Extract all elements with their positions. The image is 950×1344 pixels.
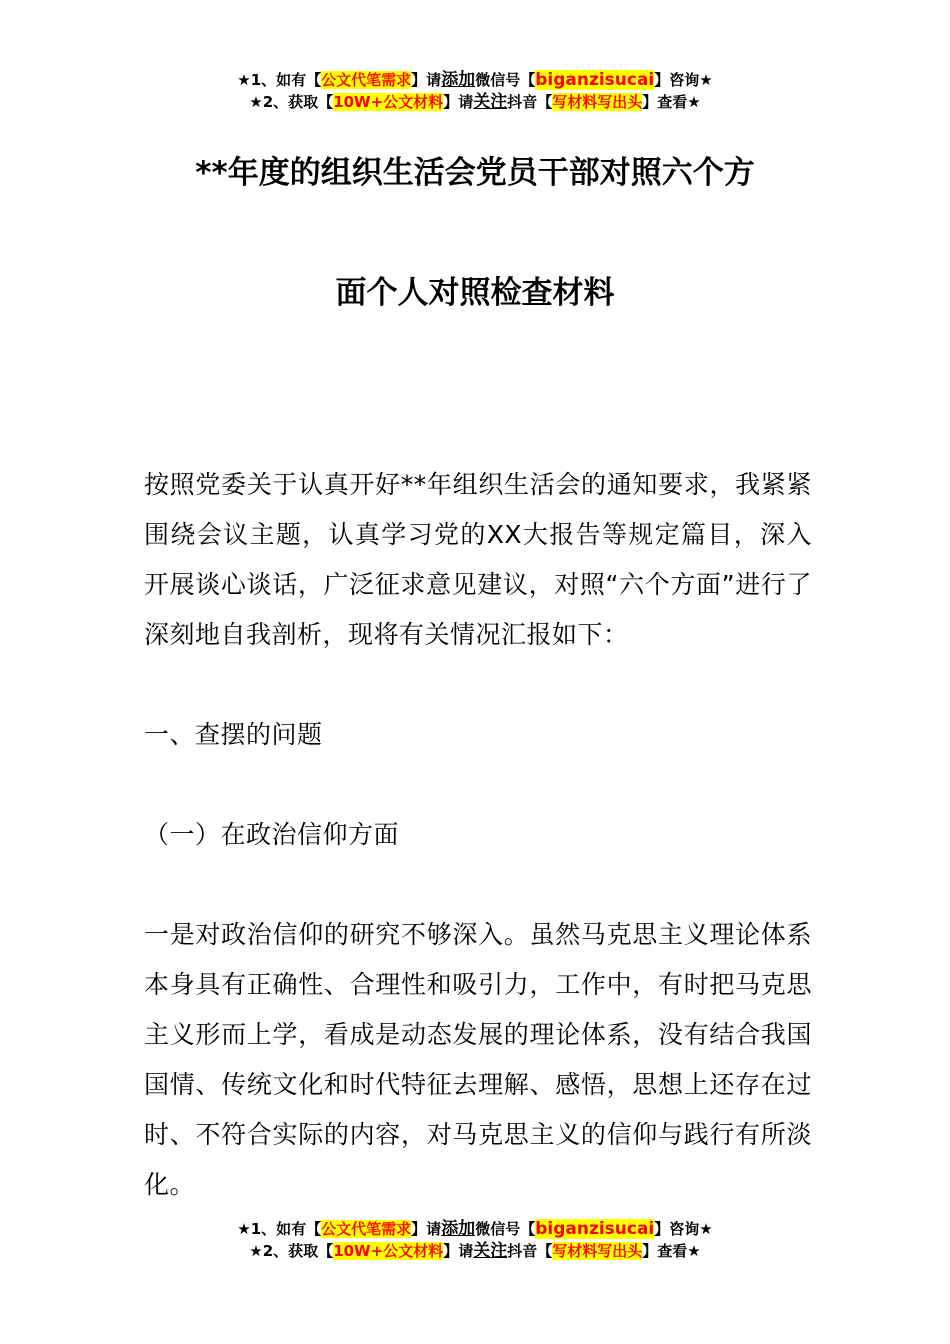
promo-text: 】请 [443,93,474,111]
promo-underline: 添加 [441,70,476,90]
promo-highlight: 公文代笔需求 [321,1220,412,1238]
promo-highlight: 10W+公文材料 [333,93,444,111]
promo-underline: 关注 [473,92,508,112]
promo-wechat-id: biganzisucai [535,70,655,90]
promo-text: 】请 [411,71,442,89]
promo-highlight: 公文代笔需求 [321,71,412,89]
promo-line-2 [0,1240,950,1262]
promo-banner-bottom [0,1218,950,1262]
promo-line-1 [0,69,950,91]
promo-banner-top [0,69,950,113]
promo-text: 抖音【 [507,1242,553,1260]
promo-wechat-id: biganzisucai [535,1219,655,1239]
promo-text: 微信号【 [475,71,536,89]
promo-text: 】请 [411,1220,442,1238]
document-body [144,460,812,1210]
promo-underline: 关注 [473,1241,508,1261]
intro-paragraph: 按照党委关于认真开好**年组织生活会的通知要求，我紧紧围绕会议主题，认真学习党的XX大报告等规定篇目，深入开展谈心谈话，广泛征求意见建议，对照“六个方面”进行了深刻地自我剖析，现将有关情况汇报如下： [144,470,812,649]
document-title-line-2: 面个人对照检查材料 [335,275,615,311]
promo-text: ★1、如有【 [237,1220,322,1238]
section-heading: 一、查摆的问题 [144,720,323,749]
promo-highlight: 10W+公文材料 [333,1242,444,1260]
promo-text: 】查看★ [642,1242,701,1260]
promo-text: 】咨询★ [654,1220,713,1238]
document-title-line-1: **年度的组织生活会党员干部对照六个方 [195,155,755,191]
subsection-heading: （一）在政治信仰方面 [144,820,400,849]
promo-text: 】查看★ [642,93,701,111]
promo-text: ★2、获取【 [249,93,334,111]
promo-text: ★2、获取【 [249,1242,334,1260]
promo-text: 微信号【 [475,1220,536,1238]
promo-text: 】请 [443,1242,474,1260]
promo-text: ★1、如有【 [237,71,322,89]
promo-text: 抖音【 [507,93,553,111]
promo-highlight: 写材料写出头 [552,93,643,111]
promo-line-2 [0,91,950,113]
promo-underline: 添加 [441,1219,476,1239]
promo-text: 】咨询★ [654,71,713,89]
promo-line-1 [0,1218,950,1240]
promo-highlight: 写材料写出头 [552,1242,643,1260]
body-paragraph: 一是对政治信仰的研究不够深入。虽然马克思主义理论体系本身具有正确性、合理性和吸引力，工作中，有时把马克思主义形而上学，看成是动态发展的理论体系，没有结合我国国情、传统文化和时代特征去理解、感悟，思想上还存在过时、不符合实际的内容，对马克思主义的信仰与践行有所淡化。 [144,920,812,1199]
